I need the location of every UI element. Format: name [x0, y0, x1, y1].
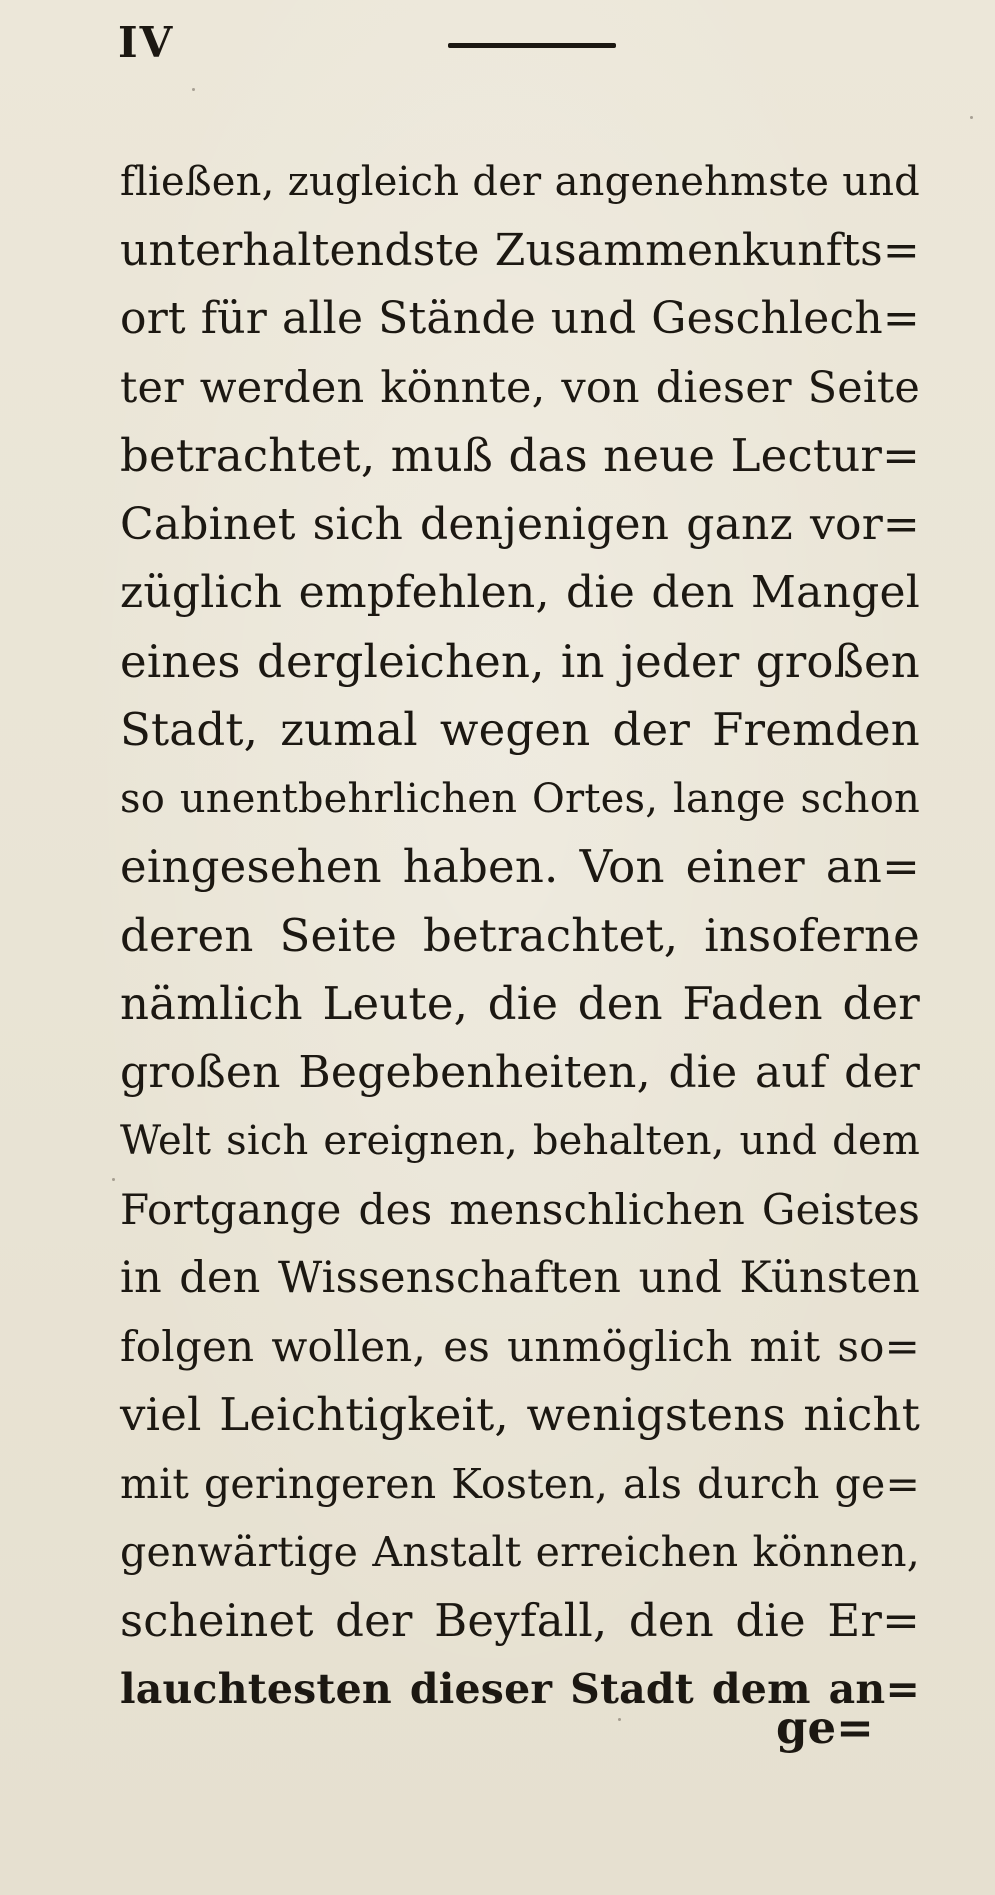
text-line-13: nämlich Leute, die den Faden der — [120, 977, 920, 1030]
text-line-17: in den Wissenschaften und Künsten — [120, 1253, 920, 1303]
text-line-15: Welt sich ereignen, behalten, und dem — [120, 1118, 920, 1164]
catchword: ge= — [776, 1701, 874, 1754]
page-number: IV — [118, 18, 175, 67]
text-line-21: genwärtige Anstalt erreichen können, — [120, 1528, 920, 1576]
text-line-19: viel Leichtigkeit, wenigstens nicht — [120, 1388, 920, 1441]
text-line-6: Cabinet sich denjenigen ganz vor= — [120, 498, 920, 550]
text-line-18: folgen wollen, es unmöglich mit so= — [120, 1321, 920, 1371]
text-line-11: eingesehen haben. Von einer an= — [120, 840, 920, 893]
paper-speck — [112, 1178, 115, 1181]
text-line-9: Stadt, zumal wegen der Fremden — [120, 703, 920, 756]
text-line-3: ort für alle Stände und Geschlech= — [120, 293, 920, 344]
text-line-7: züglich empfehlen, die den Mangel — [120, 567, 920, 618]
header-rule — [448, 43, 616, 48]
text-line-2: unterhaltendste Zusammenkunfts= — [120, 224, 920, 276]
text-line-8: eines dergleichen, in jeder großen — [120, 634, 920, 688]
text-line-4: ter werden könnte, von dieser Seite — [120, 362, 920, 413]
text-line-5: betrachtet, muß das neue Lectur= — [120, 429, 920, 482]
text-line-16: Fortgange des menschlichen Geistes — [120, 1184, 920, 1234]
text-line-12: deren Seite betrachtet, insoferne — [120, 908, 920, 962]
paper-speck — [192, 88, 195, 91]
text-line-22: scheinet der Beyfall, den die Er= — [120, 1593, 920, 1647]
text-line-10: so unentbehrlichen Ortes, lange schon — [120, 775, 920, 822]
text-line-20: mit geringeren Kosten, als durch ge= — [120, 1459, 920, 1508]
body-text — [120, 148, 920, 1724]
paper-speck — [970, 116, 973, 119]
text-line-14: großen Begebenheiten, die auf der — [120, 1046, 920, 1098]
text-line-23: lauchtesten dieser Stadt dem an= — [120, 1665, 920, 1713]
paper-speck — [618, 1718, 621, 1721]
text-line-1: fließen, zugleich der angenehmste und — [120, 159, 920, 205]
